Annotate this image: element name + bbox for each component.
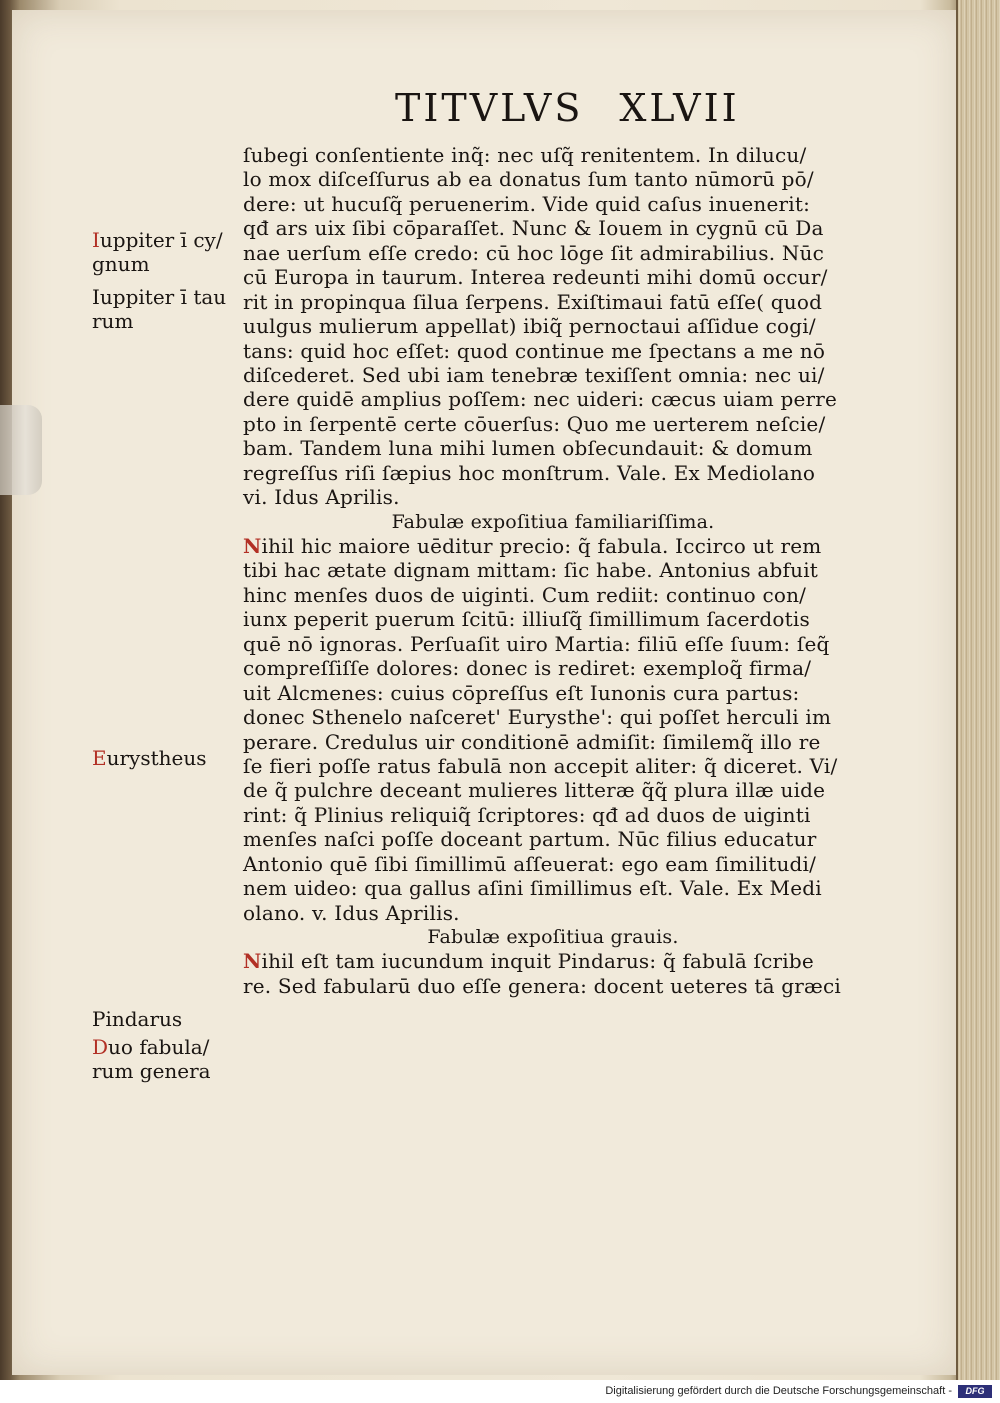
text-line: uit Alcmenes: cuius cōpreſſus eſt Iunonis cura partus:	[243, 680, 800, 705]
margin-note-line: Iuppiter ī cy/	[92, 228, 223, 252]
initial-n: N	[243, 534, 262, 558]
footer-bar	[0, 1380, 1000, 1403]
text-line: de q̃ pulchre deceant mulieres litteræ q̃q̃ plura illæ uide	[243, 778, 826, 803]
text-line: re. Sed fabularū duo eſſe genera: docent ueteres tā græci	[243, 973, 842, 998]
text-line: donec Sthenelo naſceret' Eurysthe': qui poſſet herculi im	[243, 705, 832, 730]
text-line: quē nō ignoras. Perſuaſit uiro Martia: filiū eſſe ſuum: ſeq̃	[243, 631, 830, 656]
page-edges	[956, 0, 1000, 1380]
text-line: rit in propinqua ſilua ſerpens. Exiſtimaui fatū eſſe( quod	[243, 289, 823, 314]
rubric-initial: D	[92, 1035, 109, 1059]
margin-note-text: uppiter ī cy/	[99, 228, 223, 252]
paragraph-3-first-line	[243, 949, 863, 973]
text-line: bam. Tandem luna mihi lumen obſecundauit: & domum	[243, 436, 813, 461]
text-line: rint: q̃ Plinius reliquiq̃ ſcriptores: qđ ad duos de uiginti	[243, 802, 811, 827]
text-line: tans: quid hoc eſſet: quod continue me ſpectans a me nō	[243, 338, 826, 363]
text-line: tibi hac ætate dignam mittam: ſic habe. Antonius abfuit	[243, 558, 819, 583]
text-line: iunx peperit puerum ſcitū: illiuſq̃ ſimillimum ſacerdotis	[243, 607, 810, 632]
text-line: regreſſus riſi ſæpius hoc monſtrum. Vale. Ex Mediolano	[243, 460, 816, 485]
text-line: cū Europa in taurum. Interea redeunti mihi domū occur/	[243, 265, 828, 290]
subheading-2: Fabulæ expoſitiua grauis.	[427, 926, 679, 948]
text-line: vi. Idus Aprilis.	[243, 485, 400, 510]
text-line: ſe fieri poſſe ratus fabulā non accepit aliter: q̃ diceret. Vi/	[243, 753, 838, 778]
paragraph-letter-3	[243, 974, 863, 998]
margin-note-line: Iuppiter ī tau	[92, 285, 227, 309]
margin-note-line: Pindarus	[92, 1007, 183, 1031]
header-title: TITVLVS	[395, 86, 584, 130]
rubric-initial: E	[92, 746, 107, 770]
paragraph-2-first-line	[243, 534, 863, 558]
text-line: compreſſiſſe dolores: donec is rediret: exemploq̃ firma/	[243, 656, 812, 681]
main-text-block	[243, 143, 863, 998]
text-line: dere: ut hucuſq̃ peruenerim. Vide quid caſus inuenerit:	[243, 191, 811, 216]
initial-n: N	[243, 949, 262, 974]
text-line: olano. v. Idus Aprilis.	[243, 900, 460, 925]
text-line: lo mox diſceſſurus ab ea donatus ſum tanto nūmorū pō/	[243, 167, 814, 192]
subheading-1: Fabulæ expoſitiua familiariſſima.	[391, 510, 715, 533]
text-line: diſcederet. Sed ubi iam tenebræ texiſſent omnia: nec ui/	[243, 362, 825, 387]
margin-note-duo-fabularum	[92, 1035, 242, 1084]
margin-note-pindarus	[92, 1007, 242, 1031]
margin-note-iuppiter-taurum	[92, 285, 242, 334]
text-line: perare. Credulus uir conditionē admiſit: ſimilemq̃ illo re	[243, 729, 821, 754]
text-line: pto in ſerpentē certe cōuerſus: Quo me uerterem neſcie/	[243, 411, 826, 436]
margin-note-line: rum	[92, 309, 134, 334]
paragraph-letter-2	[243, 558, 863, 925]
text-line: ihil hic maiore uēditur precio: q̃ fabula. Iccirco ut rem	[261, 534, 822, 558]
margin-note-line: Duo fabula/	[92, 1035, 210, 1059]
paragraph-letter-1	[243, 143, 863, 510]
text-line: nem uideo: qua gallus aſini ſimillimus eſt. Vale. Ex Medi	[243, 876, 822, 901]
text-line: qđ ars uix ſibi cōparaſſet. Nunc & Iouem in cygnū cū Da	[243, 216, 824, 241]
text-line: dere quidē amplius poſſem: nec uideri: cæcus uiam perre	[243, 387, 838, 412]
text-line: Antonio quē ſibi ſimillimū aſſeuerat: ego eam ſimilitudi/	[243, 851, 817, 876]
digitization-credit: Digitalisierung gefördert durch die Deutsche Forschungsgemeinschaft -	[605, 1385, 952, 1397]
bookmark-clip	[0, 405, 42, 495]
margin-note-line: Eurystheus	[92, 746, 207, 770]
text-line: ſubegi conſentiente inq̃: nec uſq̃ renitentem. In dilucu/	[243, 143, 807, 167]
margin-note-line: rum genera	[92, 1059, 211, 1084]
dfg-logo: DFG	[958, 1385, 992, 1398]
margin-note-line: gnum	[92, 252, 150, 277]
header-number: XLVII	[619, 86, 740, 130]
text-line: nae uerſum eſſe credo: cū hoc lōge ſit admirabilius. Nūc	[243, 240, 825, 265]
margin-note-iuppiter-cygnum	[92, 228, 242, 277]
text-line: ihil eſt tam iucundum inquit Pindarus: q̃ fabulā ſcribe	[261, 949, 814, 974]
text-line: uulgus mulierum appellat) ibiq̃ pernoctaui aſſidue cogi/	[243, 314, 816, 339]
running-header	[395, 86, 740, 134]
margin-note-eurystheus	[92, 746, 242, 770]
text-line: hinc menſes duos de uiginti. Cum rediit: continuo con/	[243, 582, 807, 607]
text-line: menſes naſci poſſe doceant partum. Nūc filius educatur	[243, 827, 817, 852]
